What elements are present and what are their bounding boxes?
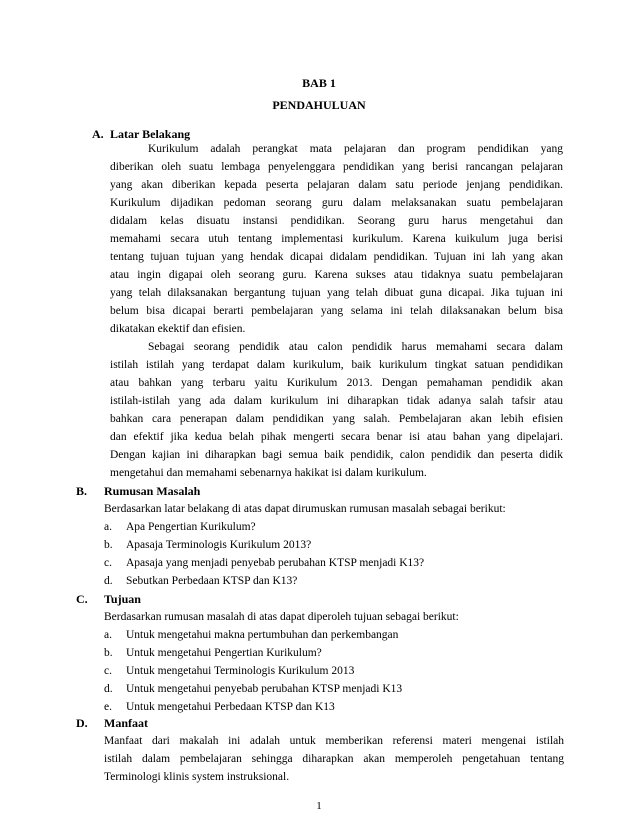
section-b-heading: Rumusan Masalah (104, 484, 201, 498)
section-a-line: yang akan diberikan kepada peserta pelajaran dalam satu periode jenjang pendidikan. (110, 179, 563, 191)
list-text: Untuk mengetahui makna pertumbuhan dan perkembangan (126, 629, 399, 641)
section-a-line: Kurikulum dijadikan pedoman seorang guru dalam melaksanakan suatu pembelajaran (110, 197, 563, 209)
section-d-line: Manfaat dari makalah ini adalah untuk memberikan referensi materi mengenai istilah (104, 735, 564, 747)
section-a-line: Kurikulum adalah perangkat mata pelajaran dan program pendidikan yang (148, 143, 563, 155)
list-marker: c. (104, 665, 112, 677)
section-a-line: didalam kelas disuatu instansi pendidikan. Seorang guru harus mengetahui dan (110, 215, 563, 227)
section-a-letter: A. (92, 127, 104, 141)
section-c-intro: Berdasarkan rumusan masalah di atas dapat diperoleh tujuan sebagai berikut: (104, 611, 459, 623)
list-text: Apa Pengertian Kurikulum? (126, 521, 256, 533)
section-a-line: atau bahkan yang terbaru yaitu Kurikulum 2013. Dengan pemahaman pendidik akan (110, 377, 563, 389)
section-b-intro: Berdasarkan latar belakang di atas dapat dirumuskan rumusan masalah sebagai berikut: (104, 503, 506, 515)
list-item (0, 646, 638, 661)
list-item (0, 664, 638, 679)
section-a-line: tentang tujuan tujuan yang hendak dicapai didalam pendidikan. Tujuan ini lah yang akan (110, 251, 563, 263)
list-item (0, 682, 638, 697)
section-c-heading: Tujuan (104, 592, 141, 606)
section-b-letter: B. (76, 484, 88, 498)
list-text: Apasaja Terminologis Kurikulum 2013? (126, 539, 312, 551)
list-item (0, 556, 638, 571)
section-d-line: Terminologi klinis system instruksional. (104, 771, 290, 783)
section-a-line: Dengan kajian ini diharapkan bagi semua baik pendidik, calon pendidik dan peserta didik (110, 449, 563, 461)
list-text: Untuk mengetahui Perbedaan KTSP dan K13 (126, 701, 335, 713)
list-text: Untuk mengetahui Pengertian Kurikulum? (126, 647, 322, 659)
section-c-letter: C. (76, 592, 88, 606)
chapter-title: PENDAHULUAN (272, 98, 366, 112)
section-a-line: atau ingin digapai oleh seorang guru. Karena sukses atau tidaknya suatu pembelajaran (110, 269, 563, 281)
section-a-line: yang telah dilaksanakan bergantung tujuan yang telah dibuat guna dicapai. Jika tujuan ini (110, 287, 563, 299)
page-number: 1 (316, 800, 322, 812)
list-marker: a. (104, 629, 112, 641)
section-d-heading: Manfaat (104, 716, 148, 730)
section-a-line: istilah-istilah yang ada dalam kurikulum ini diharapkan tidak adanya salah tafsir atau (110, 395, 563, 407)
section-a-line: mengetahui dan memahami sebenarnya hakikat isi dalam kurikulum. (110, 467, 427, 479)
list-marker: e. (104, 701, 112, 713)
list-marker: d. (104, 575, 113, 587)
section-a-line: dan efektif jika kedua belah pihak mengerti secara benar isi atau bahan yang dipelajari. (110, 431, 563, 443)
section-a-line: bahkan cara penerapan dalam pendidikan yang salah. Pembelajaran akan lebih efisien (110, 413, 563, 425)
section-d-letter: D. (76, 716, 88, 730)
list-item (0, 628, 638, 643)
list-marker: b. (104, 539, 113, 551)
chapter-label: BAB 1 (302, 76, 336, 90)
section-a-line: diberikan oleh suatu lembaga penyelenggara pendidikan yang berisi rancangan pelajaran (110, 161, 563, 173)
section-a-line: dikatakan ekektif dan efisien. (110, 323, 246, 335)
section-d-line: istilah dalam pembelajaran sehingga diharapkan akan memperoleh pengetahuan tentang (104, 753, 564, 765)
list-marker: a. (104, 521, 112, 533)
section-a-line: belum bisa dicapai berarti pembelajaran yang selama ini telah dilaksanakan belum bisa (110, 305, 563, 317)
list-item (0, 574, 638, 589)
list-text: Untuk mengetahui Terminologis Kurikulum 2013 (126, 665, 355, 677)
section-a-heading: Latar Belakang (110, 127, 191, 141)
section-a-line: istilah istilah yang terdapat dalam kurikulum, baik kurikulum tingkat satuan pendidikan (110, 359, 563, 371)
list-marker: d. (104, 683, 113, 695)
list-item (0, 700, 638, 715)
list-marker: c. (104, 557, 112, 569)
section-a-line: memahami secara utuh tentang implementasi kurikulum. Karena kuikulum juga berisi (110, 233, 563, 245)
list-text: Apasaja yang menjadi penyebab perubahan KTSP menjadi K13? (126, 557, 425, 569)
section-a-line: Sebagai seorang pendidik atau calon pendidik harus memahami secara dalam (148, 341, 563, 353)
list-text: Sebutkan Perbedaan KTSP dan K13? (126, 575, 298, 587)
list-text: Untuk mengetahui penyebab perubahan KTSP menjadi K13 (126, 683, 403, 695)
list-marker: b. (104, 647, 113, 659)
list-item (0, 538, 638, 553)
list-item (0, 520, 638, 535)
